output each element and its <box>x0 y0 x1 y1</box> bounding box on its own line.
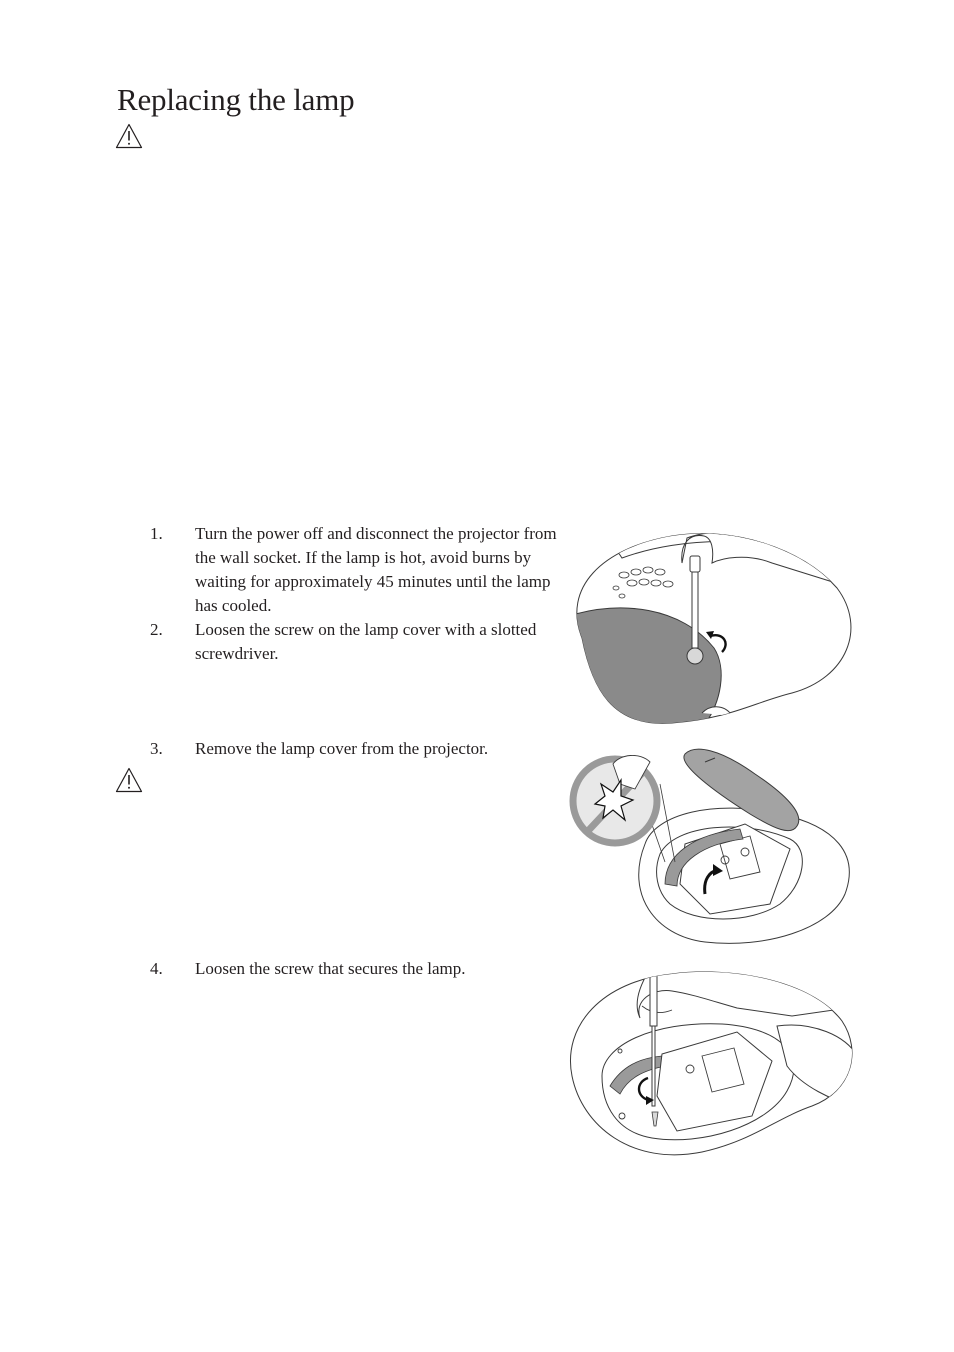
page-title: Replacing the lamp <box>117 82 355 117</box>
step-number: 3. <box>150 739 163 758</box>
step-number: 4. <box>150 959 163 978</box>
loosen-lamp-cover-screw-illustration <box>562 528 857 728</box>
warning-icon <box>115 767 143 793</box>
step-text: Remove the lamp cover from the projector. <box>195 739 489 758</box>
step-number: 1. <box>150 524 163 543</box>
loosen-lamp-screw-illustration <box>562 966 857 1160</box>
step-text: Loosen the screw on the lamp cover with a slotted screwdriver. <box>195 620 537 663</box>
warning-icon <box>115 123 143 149</box>
step-text: Loosen the screw that secures the lamp. <box>195 959 466 978</box>
step-number: 2. <box>150 620 163 639</box>
remove-lamp-cover-illustration <box>565 744 855 946</box>
step-text: Turn the power off and disconnect the projector from the wall socket. If the lamp is hot, avoid burns by waiting for approximately 45 minutes until the lamp has cooled. <box>195 524 557 615</box>
